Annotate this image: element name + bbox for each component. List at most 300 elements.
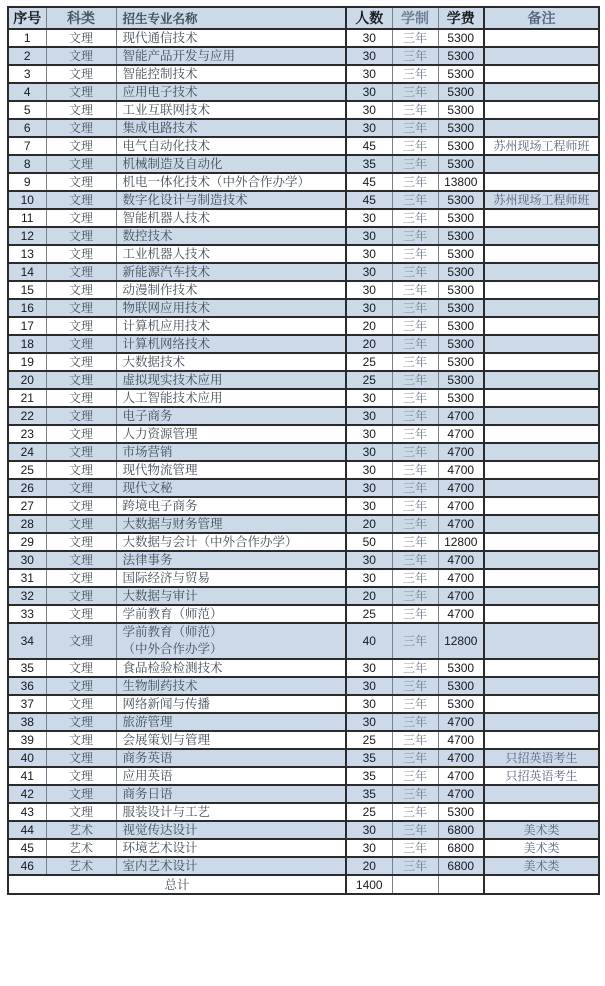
remark-cell: 只招英语考生 <box>484 749 599 767</box>
duration-cell: 三年 <box>392 659 438 677</box>
table-row <box>8 425 599 443</box>
remark-cell <box>484 263 599 281</box>
major-name-cell: 视觉传达设计 <box>116 821 346 839</box>
row-number-cell: 10 <box>8 191 46 209</box>
total-label: 总计 <box>8 875 346 894</box>
table-row <box>8 785 599 803</box>
category-cell: 文理 <box>46 425 116 443</box>
major-name-cell: 法律事务 <box>116 551 346 569</box>
remark-cell <box>484 65 599 83</box>
row-number-cell: 29 <box>8 533 46 551</box>
table-row <box>8 371 599 389</box>
count-cell: 30 <box>346 65 392 83</box>
major-name-cell: 学前教育（师范） <box>116 605 346 623</box>
major-name-cell: 数控技术 <box>116 227 346 245</box>
count-cell: 30 <box>346 713 392 731</box>
duration-cell: 三年 <box>392 371 438 389</box>
table-row <box>8 659 599 677</box>
table-row <box>8 29 599 47</box>
category-cell: 文理 <box>46 605 116 623</box>
count-cell: 30 <box>346 443 392 461</box>
remark-cell <box>484 119 599 137</box>
table-row <box>8 821 599 839</box>
table-row <box>8 497 599 515</box>
count-cell: 30 <box>346 47 392 65</box>
table-row <box>8 677 599 695</box>
category-cell: 艺术 <box>46 821 116 839</box>
count-cell: 35 <box>346 749 392 767</box>
tuition-cell: 6800 <box>438 857 484 875</box>
category-cell: 文理 <box>46 155 116 173</box>
count-cell: 30 <box>346 281 392 299</box>
major-name-cell: 室内艺术设计 <box>116 857 346 875</box>
tuition-cell: 4700 <box>438 425 484 443</box>
tuition-cell: 5300 <box>438 371 484 389</box>
table-row <box>8 515 599 533</box>
major-name-cell: 计算机网络技术 <box>116 335 346 353</box>
table-row <box>8 839 599 857</box>
remark-cell <box>484 713 599 731</box>
count-cell: 30 <box>346 695 392 713</box>
count-cell: 30 <box>346 461 392 479</box>
tuition-cell: 4700 <box>438 515 484 533</box>
table-row <box>8 551 599 569</box>
category-cell: 文理 <box>46 659 116 677</box>
count-cell: 30 <box>346 299 392 317</box>
remark-cell <box>484 155 599 173</box>
tuition-cell: 4700 <box>438 497 484 515</box>
duration-cell: 三年 <box>392 317 438 335</box>
category-cell: 文理 <box>46 245 116 263</box>
duration-cell: 三年 <box>392 29 438 47</box>
duration-cell: 三年 <box>392 389 438 407</box>
row-number-cell: 38 <box>8 713 46 731</box>
row-number-cell: 26 <box>8 479 46 497</box>
duration-cell: 三年 <box>392 839 438 857</box>
table-row <box>8 227 599 245</box>
row-number-cell: 11 <box>8 209 46 227</box>
major-name-cell: 新能源汽车技术 <box>116 263 346 281</box>
row-number-cell: 2 <box>8 47 46 65</box>
category-cell: 文理 <box>46 299 116 317</box>
table-row <box>8 83 599 101</box>
tuition-cell: 5300 <box>438 47 484 65</box>
remark-cell <box>484 317 599 335</box>
row-number-cell: 14 <box>8 263 46 281</box>
count-cell: 45 <box>346 173 392 191</box>
tuition-cell: 5300 <box>438 155 484 173</box>
row-number-cell: 6 <box>8 119 46 137</box>
major-name-cell: 人力资源管理 <box>116 425 346 443</box>
major-name-cell: 智能产品开发与应用 <box>116 47 346 65</box>
duration-cell: 三年 <box>392 461 438 479</box>
remark-cell: 苏州现场工程师班 <box>484 191 599 209</box>
tuition-cell: 5300 <box>438 119 484 137</box>
row-number-cell: 3 <box>8 65 46 83</box>
major-name-cell: 现代文秘 <box>116 479 346 497</box>
duration-cell: 三年 <box>392 785 438 803</box>
remark-cell <box>484 83 599 101</box>
tuition-cell: 5300 <box>438 83 484 101</box>
category-cell: 文理 <box>46 317 116 335</box>
major-name-cell: 应用英语 <box>116 767 346 785</box>
remark-cell: 苏州现场工程师班 <box>484 137 599 155</box>
table-row <box>8 353 599 371</box>
category-cell: 艺术 <box>46 839 116 857</box>
category-cell: 文理 <box>46 281 116 299</box>
remark-cell <box>484 281 599 299</box>
duration-cell: 三年 <box>392 731 438 749</box>
category-cell: 文理 <box>46 119 116 137</box>
table-row <box>8 767 599 785</box>
table-row <box>8 695 599 713</box>
row-number-cell: 39 <box>8 731 46 749</box>
major-name-cell: 食品检验检测技术 <box>116 659 346 677</box>
table-row <box>8 281 599 299</box>
remark-cell <box>484 299 599 317</box>
category-cell: 文理 <box>46 587 116 605</box>
major-name-cell: 机械制造及自动化 <box>116 155 346 173</box>
category-cell: 文理 <box>46 515 116 533</box>
table-row <box>8 47 599 65</box>
remark-cell <box>484 785 599 803</box>
remark-cell <box>484 623 599 659</box>
duration-cell: 三年 <box>392 155 438 173</box>
count-cell: 30 <box>346 245 392 263</box>
major-name-cell: 旅游管理 <box>116 713 346 731</box>
count-cell: 30 <box>346 839 392 857</box>
count-cell: 50 <box>346 533 392 551</box>
major-name-cell: 商务日语 <box>116 785 346 803</box>
remark-cell <box>484 587 599 605</box>
count-cell: 30 <box>346 227 392 245</box>
total-remark-cell <box>484 875 599 894</box>
col-header-count: 人数 <box>346 7 392 29</box>
duration-cell: 三年 <box>392 569 438 587</box>
remark-cell: 只招英语考生 <box>484 767 599 785</box>
row-number-cell: 20 <box>8 371 46 389</box>
tuition-cell: 4700 <box>438 785 484 803</box>
duration-cell: 三年 <box>392 137 438 155</box>
count-cell: 25 <box>346 353 392 371</box>
row-number-cell: 43 <box>8 803 46 821</box>
major-name-cell: 网络新闻与传播 <box>116 695 346 713</box>
category-cell: 文理 <box>46 695 116 713</box>
tuition-cell: 5300 <box>438 299 484 317</box>
remark-cell <box>484 551 599 569</box>
tuition-cell: 6800 <box>438 839 484 857</box>
count-cell: 30 <box>346 677 392 695</box>
remark-cell <box>484 335 599 353</box>
row-number-cell: 40 <box>8 749 46 767</box>
category-cell: 文理 <box>46 335 116 353</box>
duration-cell: 三年 <box>392 443 438 461</box>
row-number-cell: 17 <box>8 317 46 335</box>
duration-cell: 三年 <box>392 821 438 839</box>
major-name-cell: 集成电路技术 <box>116 119 346 137</box>
row-number-cell: 32 <box>8 587 46 605</box>
category-cell: 文理 <box>46 353 116 371</box>
remark-cell <box>484 389 599 407</box>
count-cell: 30 <box>346 821 392 839</box>
category-cell: 文理 <box>46 623 116 659</box>
major-name-cell: 学前教育（师范） （中外合作办学） <box>116 623 346 659</box>
major-name-cell: 工业互联网技术 <box>116 101 346 119</box>
row-number-cell: 19 <box>8 353 46 371</box>
remark-cell <box>484 497 599 515</box>
major-name-cell: 电气自动化技术 <box>116 137 346 155</box>
table-row <box>8 65 599 83</box>
duration-cell: 三年 <box>392 245 438 263</box>
tuition-cell: 5300 <box>438 263 484 281</box>
duration-cell: 三年 <box>392 83 438 101</box>
row-number-cell: 36 <box>8 677 46 695</box>
remark-cell <box>484 173 599 191</box>
count-cell: 35 <box>346 785 392 803</box>
row-number-cell: 34 <box>8 623 46 659</box>
remark-cell <box>484 659 599 677</box>
table-body <box>8 29 599 875</box>
row-number-cell: 31 <box>8 569 46 587</box>
duration-cell: 三年 <box>392 479 438 497</box>
count-cell: 30 <box>346 551 392 569</box>
count-cell: 20 <box>346 587 392 605</box>
tuition-cell: 5300 <box>438 137 484 155</box>
category-cell: 文理 <box>46 173 116 191</box>
major-name-cell: 物联网应用技术 <box>116 299 346 317</box>
count-cell: 20 <box>346 335 392 353</box>
duration-cell: 三年 <box>392 803 438 821</box>
row-number-cell: 5 <box>8 101 46 119</box>
major-name-cell: 市场营销 <box>116 443 346 461</box>
row-number-cell: 42 <box>8 785 46 803</box>
tuition-cell: 4700 <box>438 443 484 461</box>
count-cell: 30 <box>346 479 392 497</box>
tuition-cell: 4700 <box>438 479 484 497</box>
row-number-cell: 28 <box>8 515 46 533</box>
table-row <box>8 605 599 623</box>
row-number-cell: 12 <box>8 227 46 245</box>
table-row <box>8 857 599 875</box>
table-row <box>8 569 599 587</box>
col-header-category: 科类 <box>46 7 116 29</box>
category-cell: 文理 <box>46 83 116 101</box>
total-tuition-cell <box>438 875 484 894</box>
major-name-cell: 大数据与财务管理 <box>116 515 346 533</box>
tuition-cell: 4700 <box>438 587 484 605</box>
table-row <box>8 389 599 407</box>
remark-cell <box>484 731 599 749</box>
table-row <box>8 479 599 497</box>
row-number-cell: 27 <box>8 497 46 515</box>
tuition-cell: 5300 <box>438 245 484 263</box>
remark-cell <box>484 443 599 461</box>
category-cell: 文理 <box>46 677 116 695</box>
category-cell: 文理 <box>46 101 116 119</box>
category-cell: 文理 <box>46 731 116 749</box>
remark-cell <box>484 47 599 65</box>
tuition-cell: 4700 <box>438 749 484 767</box>
table-row <box>8 263 599 281</box>
table-row <box>8 191 599 209</box>
row-number-cell: 4 <box>8 83 46 101</box>
tuition-cell: 4700 <box>438 461 484 479</box>
major-name-cell: 计算机应用技术 <box>116 317 346 335</box>
major-name-cell: 智能控制技术 <box>116 65 346 83</box>
tuition-cell: 5300 <box>438 389 484 407</box>
remark-cell <box>484 479 599 497</box>
major-name-cell: 现代物流管理 <box>116 461 346 479</box>
count-cell: 20 <box>346 515 392 533</box>
duration-cell: 三年 <box>392 335 438 353</box>
duration-cell: 三年 <box>392 299 438 317</box>
remark-cell <box>484 407 599 425</box>
category-cell: 文理 <box>46 461 116 479</box>
duration-cell: 三年 <box>392 47 438 65</box>
tuition-cell: 5300 <box>438 803 484 821</box>
category-cell: 文理 <box>46 569 116 587</box>
count-cell: 25 <box>346 605 392 623</box>
duration-cell: 三年 <box>392 65 438 83</box>
col-header-duration: 学制 <box>392 7 438 29</box>
duration-cell: 三年 <box>392 713 438 731</box>
remark-cell <box>484 245 599 263</box>
table-row <box>8 119 599 137</box>
major-name-cell: 动漫制作技术 <box>116 281 346 299</box>
row-number-cell: 41 <box>8 767 46 785</box>
row-number-cell: 46 <box>8 857 46 875</box>
major-name-cell: 虚拟现实技术应用 <box>116 371 346 389</box>
table-row <box>8 713 599 731</box>
table-row <box>8 209 599 227</box>
tuition-cell: 5300 <box>438 29 484 47</box>
count-cell: 40 <box>346 623 392 659</box>
tuition-cell: 13800 <box>438 173 484 191</box>
count-cell: 30 <box>346 425 392 443</box>
tuition-cell: 4700 <box>438 767 484 785</box>
duration-cell: 三年 <box>392 227 438 245</box>
table-row <box>8 461 599 479</box>
count-cell: 30 <box>346 497 392 515</box>
count-cell: 25 <box>346 371 392 389</box>
remark-cell <box>484 605 599 623</box>
remark-cell <box>484 461 599 479</box>
tuition-cell: 4700 <box>438 605 484 623</box>
tuition-cell: 5300 <box>438 335 484 353</box>
category-cell: 文理 <box>46 137 116 155</box>
table-row <box>8 749 599 767</box>
major-name-cell: 会展策划与管理 <box>116 731 346 749</box>
count-cell: 30 <box>346 101 392 119</box>
row-number-cell: 30 <box>8 551 46 569</box>
major-name-cell: 大数据与会计（中外合作办学） <box>116 533 346 551</box>
count-cell: 25 <box>346 731 392 749</box>
major-name-cell: 商务英语 <box>116 749 346 767</box>
row-number-cell: 44 <box>8 821 46 839</box>
category-cell: 文理 <box>46 785 116 803</box>
count-cell: 30 <box>346 83 392 101</box>
table-row <box>8 623 599 659</box>
tuition-cell: 5300 <box>438 677 484 695</box>
category-cell: 文理 <box>46 263 116 281</box>
count-cell: 30 <box>346 389 392 407</box>
major-name-cell: 跨境电子商务 <box>116 497 346 515</box>
col-header-remark: 备注 <box>484 7 599 29</box>
major-name-cell: 机电一体化技术（中外合作办学） <box>116 173 346 191</box>
table-row <box>8 101 599 119</box>
remark-cell <box>484 209 599 227</box>
count-cell: 20 <box>346 317 392 335</box>
col-header-major: 招生专业名称 <box>116 7 346 29</box>
tuition-cell: 4700 <box>438 569 484 587</box>
category-cell: 文理 <box>46 191 116 209</box>
remark-cell <box>484 101 599 119</box>
category-cell: 文理 <box>46 407 116 425</box>
remark-cell: 美术类 <box>484 821 599 839</box>
major-name-cell: 数字化设计与制造技术 <box>116 191 346 209</box>
remark-cell <box>484 353 599 371</box>
table-row <box>8 443 599 461</box>
duration-cell: 三年 <box>392 587 438 605</box>
row-number-cell: 9 <box>8 173 46 191</box>
major-name-cell: 电子商务 <box>116 407 346 425</box>
duration-cell: 三年 <box>392 677 438 695</box>
remark-cell: 美术类 <box>484 839 599 857</box>
duration-cell: 三年 <box>392 605 438 623</box>
duration-cell: 三年 <box>392 623 438 659</box>
table-row <box>8 407 599 425</box>
table-row <box>8 137 599 155</box>
major-name-cell: 大数据技术 <box>116 353 346 371</box>
category-cell: 文理 <box>46 767 116 785</box>
table-row <box>8 803 599 821</box>
row-number-cell: 16 <box>8 299 46 317</box>
total-count-cell: 1400 <box>346 875 392 894</box>
row-number-cell: 13 <box>8 245 46 263</box>
category-cell: 文理 <box>46 389 116 407</box>
duration-cell: 三年 <box>392 425 438 443</box>
row-number-cell: 7 <box>8 137 46 155</box>
major-name-cell: 服装设计与工艺 <box>116 803 346 821</box>
col-header-tuition: 学费 <box>438 7 484 29</box>
count-cell: 30 <box>346 209 392 227</box>
remark-cell <box>484 803 599 821</box>
duration-cell: 三年 <box>392 353 438 371</box>
duration-cell: 三年 <box>392 515 438 533</box>
remark-cell <box>484 533 599 551</box>
category-cell: 文理 <box>46 497 116 515</box>
tuition-cell: 5300 <box>438 353 484 371</box>
duration-cell: 三年 <box>392 749 438 767</box>
category-cell: 文理 <box>46 533 116 551</box>
total-duration-cell <box>392 875 438 894</box>
tuition-cell: 4700 <box>438 407 484 425</box>
count-cell: 35 <box>346 767 392 785</box>
count-cell: 30 <box>346 659 392 677</box>
row-number-cell: 33 <box>8 605 46 623</box>
count-cell: 35 <box>346 155 392 173</box>
table-row <box>8 155 599 173</box>
row-number-cell: 21 <box>8 389 46 407</box>
header-row <box>8 7 599 29</box>
duration-cell: 三年 <box>392 101 438 119</box>
table-row <box>8 533 599 551</box>
remark-cell <box>484 677 599 695</box>
table-row <box>8 335 599 353</box>
row-number-cell: 24 <box>8 443 46 461</box>
tuition-cell: 12800 <box>438 533 484 551</box>
tuition-cell: 4700 <box>438 731 484 749</box>
